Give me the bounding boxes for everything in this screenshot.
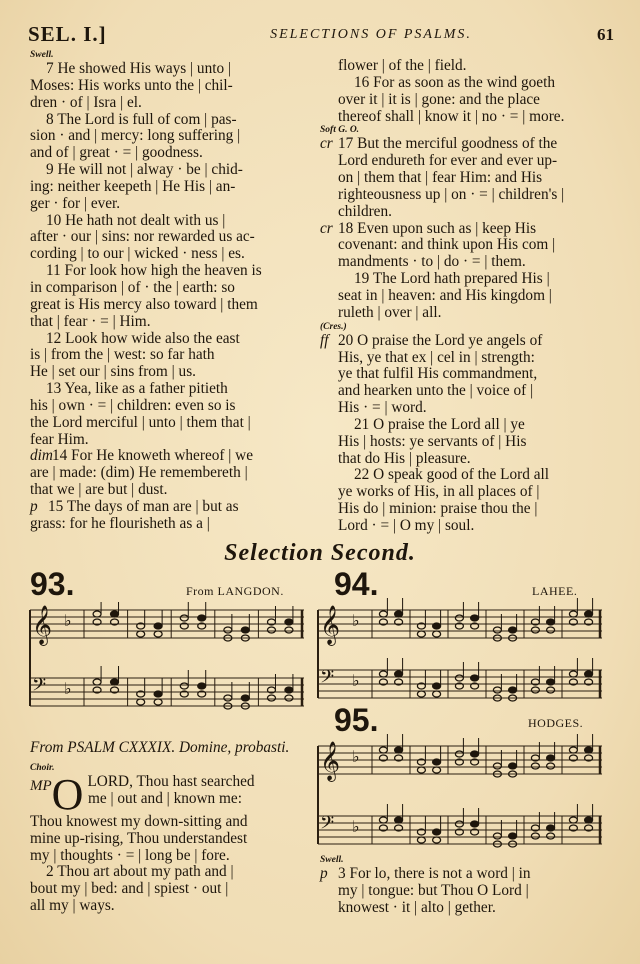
note-head-icon [585, 671, 593, 677]
note-head-icon [433, 767, 441, 773]
tune-number: 93. [30, 566, 75, 602]
verse-line [30, 179, 306, 196]
verse-line [320, 109, 603, 126]
flat-icon: ♭ [352, 747, 360, 766]
verse-line [30, 465, 306, 482]
verse-text: 12 Look how wide also the east [46, 329, 240, 347]
note-head-icon [433, 829, 441, 835]
verse-line [320, 451, 603, 468]
note-head-icon [111, 679, 119, 685]
verse-line [30, 482, 306, 499]
swell-label: Swell. [320, 855, 344, 865]
verse-text: His do | minion: praise thou the | [338, 500, 538, 518]
bass-clef-icon: 𝄢 [320, 667, 335, 692]
verse-line [320, 92, 603, 109]
dynamic-mark: cr [320, 135, 333, 153]
verse-line [320, 204, 603, 221]
verse-line [30, 78, 306, 95]
verse-line [30, 145, 306, 162]
flat-icon: ♭ [64, 611, 72, 630]
verse-text: and of | great · = | goodness. [30, 144, 203, 162]
verse-line [320, 271, 603, 288]
verse-text: ye works of His, in all places of | [338, 483, 540, 501]
verse-line: mine up-rising, Thou understandest [30, 829, 248, 847]
verse-line: bout my | bed: and | spiest · out | [30, 880, 229, 898]
verse-text: after · our | sins: nor rewarded us ac- [30, 228, 255, 246]
verse-line [320, 383, 603, 400]
verse-line [30, 61, 306, 78]
verse-line [30, 297, 306, 314]
verse-text: his | own · = | children: even so is [30, 396, 236, 414]
note-head-icon [531, 627, 539, 633]
note-head-icon [417, 691, 425, 697]
note-head-icon [547, 825, 555, 831]
note-head-icon [569, 611, 577, 617]
verse-text: mandments · to | do · = | them. [338, 253, 526, 271]
verse-text: my | tongue: but Thou O Lord | [338, 881, 529, 899]
note-head-icon [137, 699, 145, 705]
note-head-icon [154, 631, 162, 637]
verse-line [30, 347, 306, 364]
verse-text: 22 O speak good of the Lord all [354, 466, 549, 484]
note-head-icon [267, 627, 275, 633]
note-head-icon [471, 751, 479, 757]
verse-line [30, 196, 306, 213]
treble-clef-icon: 𝄞 [32, 605, 53, 645]
verse-line [30, 364, 306, 381]
dynamic-label: (Cres.) [320, 321, 347, 332]
flat-icon: ♭ [352, 611, 360, 630]
note-head-icon [569, 747, 577, 753]
note-head-icon [379, 817, 387, 823]
verse-text: 9 He will not | alway · be | chid- [46, 161, 243, 179]
verse-line [320, 900, 603, 917]
verse-line [30, 314, 306, 331]
verse-line [320, 501, 603, 518]
note-head-icon [569, 817, 577, 823]
verse-text: sion · and | mercy: long suffering | [30, 127, 241, 145]
verse-line [30, 112, 306, 129]
verse-line: me | out and | known me: [88, 789, 242, 807]
verse-line [320, 170, 603, 187]
verse-text: ye that fulfil His commandment, [338, 365, 538, 383]
section-label: SEL. I.] [28, 22, 107, 46]
note-head-icon [379, 671, 387, 677]
verse-text: and hearken unto the | voice of | [338, 382, 534, 400]
note-head-icon [585, 747, 593, 753]
note-head-icon [285, 619, 293, 625]
note-head-icon [455, 751, 463, 757]
note-head-icon [417, 837, 425, 843]
verse-line: Thou knowest my down-sitting and [30, 812, 248, 830]
verse-text: 11 For look how high the heaven is [46, 262, 262, 280]
left-text-column [30, 50, 306, 533]
verse-text: on | them that | fear Him: and His [338, 169, 543, 187]
note-head-icon [455, 675, 463, 681]
verse-text: over it | it is | gone: and the place [338, 90, 540, 108]
tune-number: 95. [334, 702, 379, 738]
bass-clef-icon: 𝄢 [320, 813, 335, 838]
music-score-93 [28, 602, 306, 734]
note-head-icon [547, 619, 555, 625]
bass-clef-icon: 𝄢 [32, 675, 47, 700]
verse-line [30, 229, 306, 246]
note-head-icon [241, 627, 249, 633]
verse-line [320, 866, 603, 883]
flat-icon: ♭ [352, 671, 360, 690]
note-head-icon [585, 611, 593, 617]
verse-text: that do His | pleasure. [338, 449, 471, 467]
note-head-icon [547, 679, 555, 685]
note-head-icon [154, 691, 162, 697]
note-head-icon [433, 691, 441, 697]
verse-text: His · = | word. [338, 399, 427, 417]
verse-text: fear Him. [30, 430, 89, 448]
note-head-icon [455, 615, 463, 621]
verse-text: ing: neither keepeth | He His | an- [30, 177, 236, 195]
verse-line [320, 136, 603, 153]
verse-line [30, 381, 306, 398]
verse-line [320, 288, 603, 305]
dynamic-label: Soft G. O. [320, 125, 360, 136]
verse-text: thereof shall | know it | no · = | more. [338, 107, 565, 125]
verse-line [320, 417, 603, 434]
note-head-icon [585, 817, 593, 823]
note-head-icon [493, 833, 501, 839]
verse-line [30, 432, 306, 449]
note-head-icon [285, 687, 293, 693]
dynamic-mark: cr [320, 219, 333, 237]
verse-line [30, 128, 306, 145]
verse-line [320, 187, 603, 204]
music-score-95 [316, 734, 604, 858]
verse-line [30, 162, 306, 179]
dynamic-mark: p [30, 497, 38, 515]
verse-line [320, 75, 603, 92]
note-head-icon [379, 611, 387, 617]
verse-text: 17 But the merciful goodness of the [338, 135, 558, 153]
note-head-icon [493, 763, 501, 769]
verse-line [320, 400, 603, 417]
note-head-icon [547, 687, 555, 693]
note-head-icon [433, 759, 441, 765]
note-head-icon [433, 631, 441, 637]
verse-text: is | from the | west: so far hath [30, 346, 215, 364]
verse-text: great is His mercy also toward | them [30, 295, 258, 313]
verse-text: in comparison | of · the | earth: so [30, 278, 235, 296]
note-head-icon [93, 611, 101, 617]
verse-line [30, 415, 306, 432]
drop-cap: O [51, 769, 84, 819]
verse-text: 14 For He knoweth whereof | we [52, 447, 254, 465]
verse-line [30, 95, 306, 112]
verse-line [320, 434, 603, 451]
verse-line [320, 254, 603, 271]
dynamic-mark: MP [30, 777, 52, 794]
verse-text: are | made: (dim) He remembereth | [30, 464, 248, 482]
page-header [28, 22, 614, 48]
note-head-icon [433, 837, 441, 843]
verse-line [320, 484, 603, 501]
verse-line: all my | ways. [30, 897, 115, 915]
note-head-icon [180, 615, 188, 621]
note-head-icon [493, 687, 501, 693]
verse-line [320, 305, 603, 322]
verse-text: 8 The Lord is full of com | pas- [46, 110, 237, 128]
verse-line [30, 213, 306, 230]
note-head-icon [224, 627, 232, 633]
note-head-icon [509, 687, 517, 693]
verse-text: flower | of the | field. [338, 57, 467, 74]
tune-name: LAHEE. [532, 584, 578, 598]
verse-text: that | fear · = | Him. [30, 312, 151, 330]
tune-number: 94. [334, 566, 379, 602]
note-head-icon [285, 627, 293, 633]
verse-text: 15 The days of man are | but as [48, 497, 239, 515]
verse-text: that we | are but | dust. [30, 481, 168, 499]
note-head-icon [395, 671, 403, 677]
note-head-icon [395, 611, 403, 617]
verse-text: 20 O praise the Lord ye angels of [338, 331, 543, 349]
verse-line [320, 467, 603, 484]
verse-text: covenant: and think upon His com | [338, 236, 556, 254]
tune-name: From LANGDON. [186, 584, 284, 598]
psalm-heading: From PSALM CXXXIX. Domine, probasti. [30, 739, 290, 756]
verse-line [320, 518, 603, 535]
note-head-icon [509, 833, 517, 839]
note-head-icon [547, 763, 555, 769]
verse-text: seat in | heaven: and His kingdom | [338, 286, 552, 304]
note-head-icon [198, 683, 206, 689]
verse-text: ger · for | ever. [30, 194, 121, 212]
choir-label: Choir. [30, 762, 55, 773]
verse-line [320, 153, 603, 170]
verse-line: my | thoughts · = | long be | fore. [30, 846, 230, 864]
verse-text: Moses: His works unto the | chil- [30, 76, 233, 94]
note-head-icon [154, 623, 162, 629]
note-head-icon [493, 627, 501, 633]
verse-text: 7 He showed His ways | unto | [46, 60, 231, 77]
note-head-icon [154, 699, 162, 705]
verse-line [320, 333, 603, 350]
verse-text: the Lord merciful | unto | them that | [30, 413, 251, 431]
verse-line [320, 221, 603, 238]
verse-text: knowest · it | alto | gether. [338, 898, 496, 916]
note-head-icon [547, 627, 555, 633]
verse-line [30, 448, 306, 465]
verse-line: LORD, Thou hast searched [87, 772, 255, 790]
verse-line [30, 398, 306, 415]
treble-clef-icon: 𝄞 [320, 741, 341, 781]
note-head-icon [471, 675, 479, 681]
treble-clef-icon: 𝄞 [320, 605, 341, 645]
note-head-icon [471, 615, 479, 621]
verse-text: grass: for he flourisheth as a | [30, 514, 210, 532]
verse-text: 19 The Lord hath prepared His | [354, 270, 550, 288]
note-head-icon [198, 615, 206, 621]
note-head-icon [137, 631, 145, 637]
verse-line [30, 331, 306, 348]
verse-text: 3 For lo, there is not a word | in [338, 865, 531, 882]
note-head-icon [379, 747, 387, 753]
verse-line [30, 246, 306, 263]
verse-text: Lord · = | O my | soul. [338, 516, 475, 534]
verse-text: children. [338, 202, 392, 220]
psalm-139-continued [320, 855, 603, 917]
verse-text: 10 He hath not dealt with us | [46, 211, 226, 229]
note-head-icon [509, 627, 517, 633]
verse-text: 13 Yea, like as a father pitieth [46, 380, 228, 398]
note-head-icon [531, 687, 539, 693]
verse-line [30, 280, 306, 297]
note-head-icon [569, 671, 577, 677]
selection-title: Selection Second. [224, 540, 416, 566]
verse-text: He | set our | sins from | us. [30, 363, 196, 381]
note-head-icon [547, 833, 555, 839]
note-head-icon [93, 679, 101, 685]
page-number: 61 [597, 25, 614, 44]
note-head-icon [395, 747, 403, 753]
note-head-icon [180, 683, 188, 689]
music-score-94 [316, 598, 604, 704]
verse-line [320, 58, 603, 75]
verse-text: His | hosts: ye servants of | His [338, 432, 527, 450]
note-head-icon [433, 623, 441, 629]
verse-line [320, 350, 603, 367]
verse-text: ruleth | over | all. [338, 303, 442, 321]
verse-text: dren · of | Isra | el. [30, 93, 142, 111]
running-title: SELECTIONS OF PSALMS. [270, 27, 472, 42]
note-head-icon [267, 695, 275, 701]
verse-line: 2 Thou art about my path and | [46, 863, 234, 881]
note-head-icon [531, 763, 539, 769]
dynamic-mark: dim [30, 447, 53, 465]
verse-line [320, 366, 603, 383]
psalm-139-text [30, 740, 310, 915]
dynamic-mark: p [320, 865, 328, 882]
dynamic-label: Swell. [30, 50, 54, 60]
note-head-icon [433, 683, 441, 689]
note-head-icon [455, 821, 463, 827]
dynamic-mark: ff [320, 331, 329, 349]
note-head-icon [224, 695, 232, 701]
note-head-icon [509, 763, 517, 769]
note-head-icon [547, 755, 555, 761]
verse-line [320, 237, 603, 254]
verse-line [320, 883, 603, 900]
note-head-icon [285, 695, 293, 701]
flat-icon: ♭ [352, 817, 360, 836]
verse-text: cording | to our | wicked · ness | es. [30, 245, 245, 263]
verse-line [30, 499, 306, 516]
psalm-body [30, 769, 310, 915]
verse-line [30, 263, 306, 280]
note-head-icon [241, 695, 249, 701]
right-text-column [320, 58, 603, 535]
note-head-icon [111, 611, 119, 617]
note-head-icon [531, 833, 539, 839]
note-head-icon [417, 767, 425, 773]
verse-text: 21 O praise the Lord all | ye [354, 415, 525, 433]
tune-name: HODGES. [528, 716, 584, 730]
verse-text: righteousness up | on · = | children's | [338, 185, 565, 203]
flat-icon: ♭ [64, 679, 72, 698]
verse-text: 18 Even upon such as | keep His [338, 219, 537, 237]
note-head-icon [395, 817, 403, 823]
verse-text: Lord endureth for ever and ever up- [338, 152, 558, 170]
verse-text: 16 For as soon as the wind goeth [354, 73, 555, 91]
note-head-icon [471, 821, 479, 827]
verse-text: His, ye that ex | cel in | strength: [338, 348, 535, 366]
note-head-icon [417, 631, 425, 637]
verse-line [30, 516, 306, 533]
